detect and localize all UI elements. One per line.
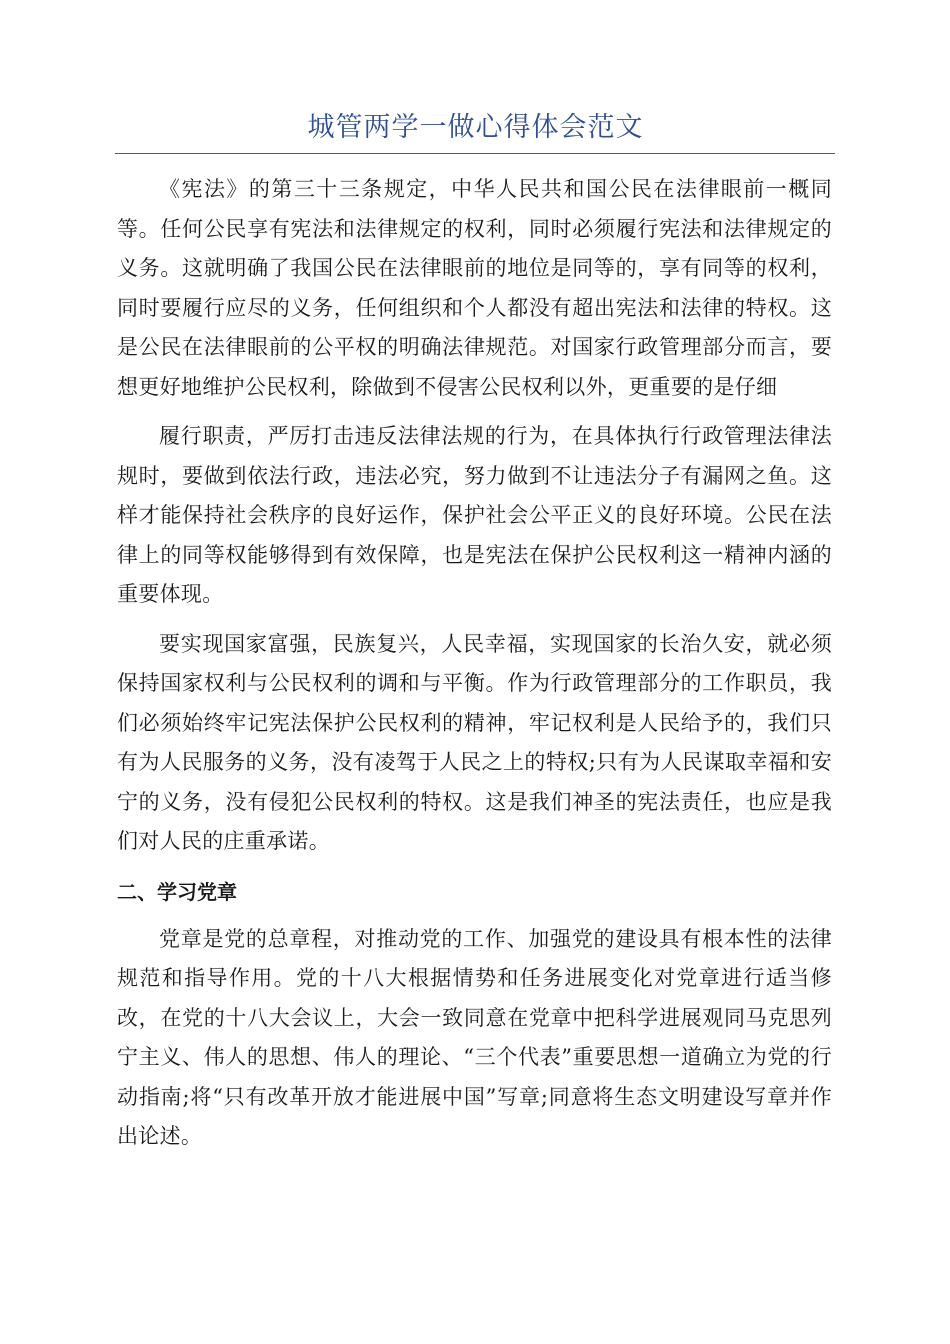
paragraph-duties: 履行职责，严厉打击违反法律法规的行为，在具体执行行政管理法律法规时，要做到依法行政，违法必究，努力做到不让违法分子有漏网之鱼。这样才能保持社会秩序的良好运作，保护社会公平正义的良好环境。公民在法律上的同等权能够得到有效保障，也是宪法在保护公民权利这一精神内涵的重要体现。: [117, 424, 832, 606]
document-title: 城管两学一做心得体会范文: [307, 112, 644, 143]
paragraph-balance: 要实现国家富强，民族复兴，人民幸福，实现国家的长治久安，就必须保持国家权利与公民权利的调和与平衡。作为行政管理部分的工作职员，我们必须始终牢记宪法保护公民权利的精神，牢记权利是人民给予的，我们只有为人民服务的义务，没有凌驾于人民之上的特权;只有为人民谋取幸福和安宁的义务，没有侵犯公民权利的特权。这是我们神圣的宪法责任，也应是我们对人民的庄重承诺。: [117, 631, 832, 853]
paragraph-party-constitution: 党章是党的总章程，对推动党的工作、加强党的建设具有根本性的法律规范和指导作用。党的十八大根据情势和任务进展变化对党章进行适当修改，在党的十八大会议上，大会一致同意在党章中把科学进展观同马克思列宁主义、伟人的思想、伟人的理论、“三个代表”重要思想一道确立为党的行动指南;将“只有改革开放才能进展中国”写章;同意将生态文明建设写章并作出论述。: [117, 926, 832, 1148]
document-body: [117, 170, 832, 1167]
title-underline: [115, 153, 835, 154]
paragraph-constitution-equality: 《宪法》的第三十三条规定，中华人民共和国公民在法律眼前一概同等。任何公民享有宪法和法律规定的权利，同时必须履行宪法和法律规定的义务。这就明确了我国公民在法律眼前的地位是同等的，享有同等的权利，同时要履行应尽的义务，任何组织和个人都没有超出宪法和法律的特权。这是公民在法律眼前的公平权的明确法律规范。对国家行政管理部分而言，要想更好地维护公民权利，除做到不侵害公民权利以外，更重要的是仔细: [117, 177, 832, 399]
section-heading: 二、学习党章: [117, 879, 237, 904]
